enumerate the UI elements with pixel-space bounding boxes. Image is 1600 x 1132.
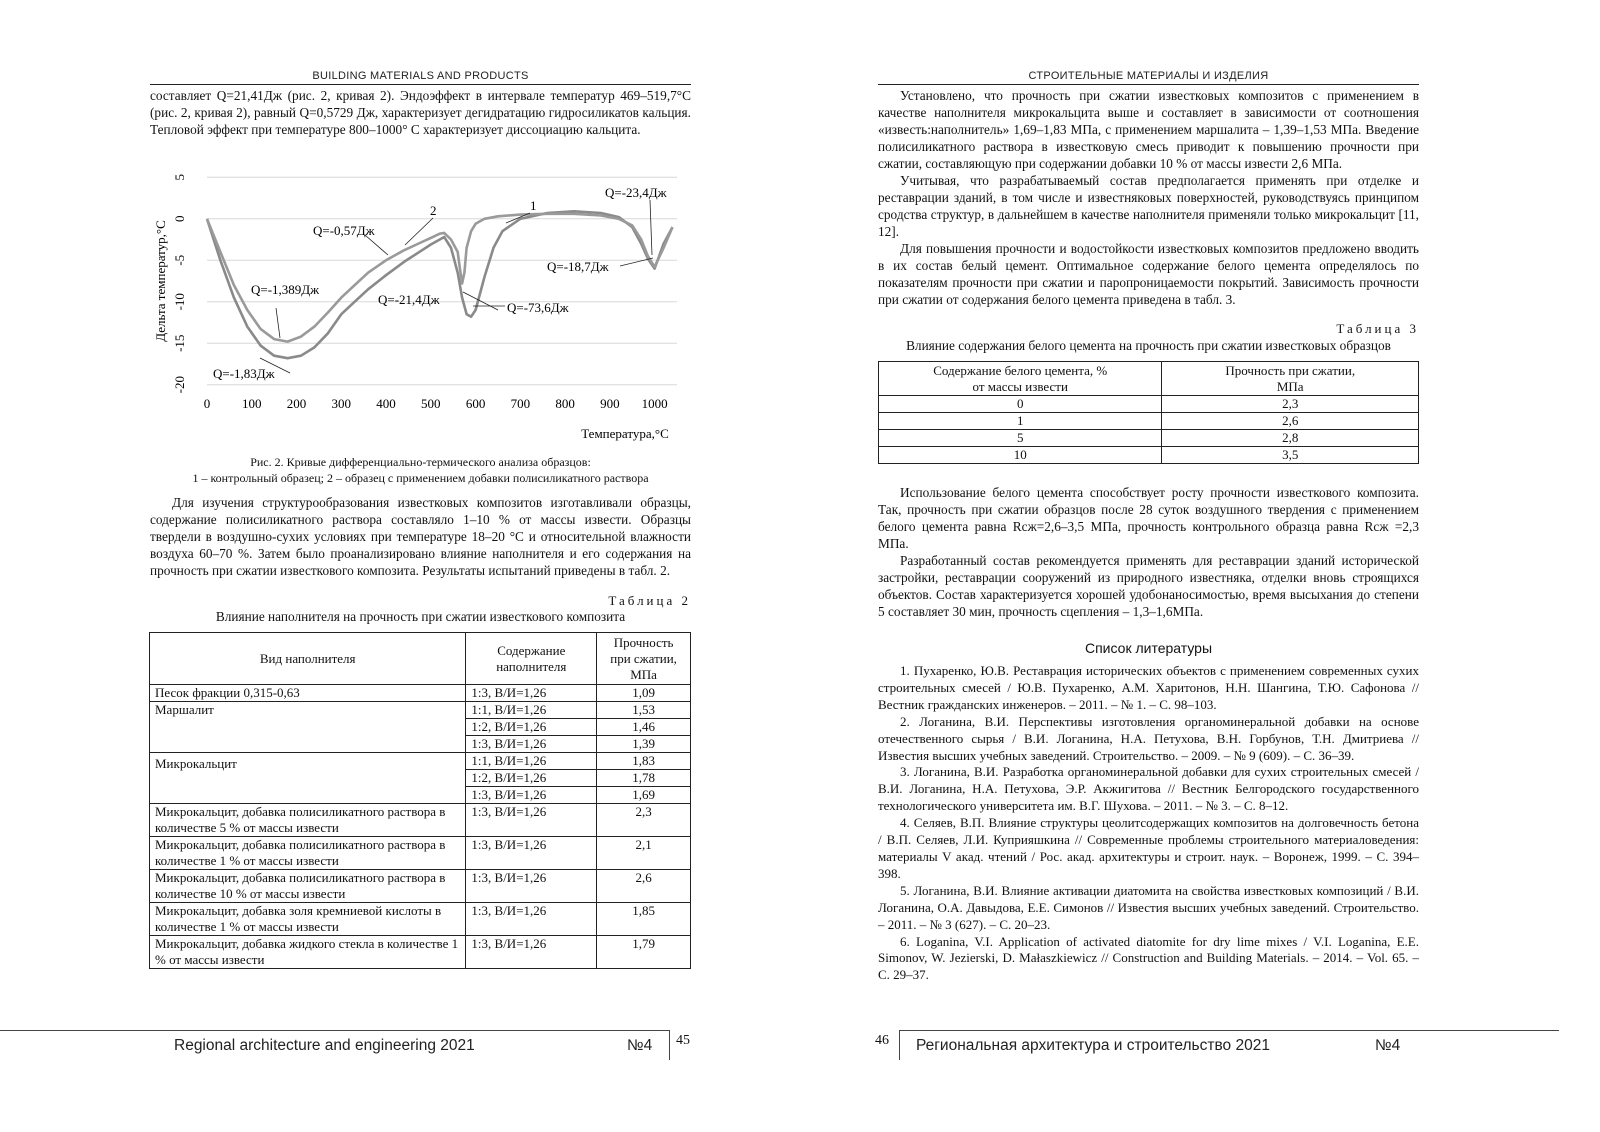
table-row: [150, 936, 691, 969]
x-tick-label: 800: [555, 396, 575, 411]
footer-journal-right: Региональная архитектура и строительство 2021: [916, 1037, 1270, 1054]
table-cell: 5: [879, 430, 1162, 447]
table-cell: 1:3, В/И=1,26: [466, 736, 597, 753]
table-cell: 1,69: [597, 787, 691, 804]
table-cell: 1,39: [597, 736, 691, 753]
right-paragraph-5: Разработанный состав рекомендуется применять для реставрации зданий исторической застройки, реставрации сооружений из природного известняка, отделки вновь строящихся объектов. Состав характеризуется хорошей удобонаносимостью, время высыхания до степени 5 составляет 30 мин, прочность сцепления – 1,3–1,6МПа.: [878, 553, 1419, 619]
annotation-q-73-6: Q=-73,6Дж: [507, 300, 569, 315]
annotation-q-21-4: Q=-21,4Дж: [378, 292, 440, 307]
paragraph-2-block: [150, 494, 691, 579]
table-cell: 1,46: [597, 719, 691, 736]
x-tick-label: 0: [203, 396, 211, 411]
table-cell: Микрокальцит, добавка золя кремниевой кислоты в количестве 1 % от массы извести: [150, 903, 466, 936]
table-row: [150, 702, 691, 719]
table-cell: 10: [879, 447, 1162, 464]
annotation-q-0-57: Q=-0,57Дж: [313, 223, 375, 238]
y-tick-label: -5: [172, 254, 187, 266]
annotation-q-18-7: Q=-18,7Дж: [547, 259, 609, 274]
table-cell: 1,09: [597, 685, 691, 702]
annotation-q-1-83: Q=-1,83Дж: [213, 366, 275, 381]
table2-header-type: Вид наполнителя: [150, 633, 466, 685]
table-cell: 0: [879, 396, 1162, 413]
reference-item: 1. Пухаренко, Ю.В. Реставрация исторических объектов с применением современных сухих строительных смесей / Ю.В. Пухаренко, А.М. Харитонов, Н.Н. Шангина, Т.Ю. Сафонова // Вестник гражданских инженеров. – 2011. – № 1. – С. 98–103.: [878, 663, 1419, 712]
table-row: [150, 753, 691, 770]
table-cell: 1:3, В/И=1,26: [466, 804, 597, 837]
footer-issue-left: №4: [627, 1037, 653, 1054]
curve-label-1: 1: [530, 198, 537, 213]
table-cell: 1:3, В/И=1,26: [466, 685, 597, 702]
table-cell: 1:3, В/И=1,26: [466, 837, 597, 870]
table-cell: Микрокальцит, добавка полисиликатного раствора в количестве 10 % от массы извести: [150, 870, 466, 903]
table3: [878, 361, 1419, 464]
table-cell: Песок фракции 0,315-0,63: [150, 685, 466, 702]
x-tick-label: 300: [331, 396, 352, 411]
table2-header-content: Содержание наполнителя: [466, 633, 597, 685]
footer-rule-left: [0, 1030, 669, 1031]
table-cell: 1:1, В/И=1,26: [466, 702, 597, 719]
table-row: [150, 870, 691, 903]
table3-header-row: [879, 362, 1419, 396]
header-rule-left: [150, 84, 691, 85]
table2: [149, 632, 691, 969]
table-cell: Микрокальцит, добавка жидкого стекла в количестве 1 % от массы извести: [150, 936, 466, 969]
right-paragraph-4: Использование белого цемента способствует росту прочности известкового композита. Так, прочность при сжатии образцов после 28 суток воздушного твердения с применением белого цемента равна Rсж=2,6–3,5 МПа, прочность контрольного образца равна Rсж =2,3 МПа.: [878, 485, 1419, 551]
table-row: [150, 685, 691, 702]
intro-paragraph: составляет Q=21,41Дж (рис. 2, кривая 2). Эндоэффект в интервале температур 469–519,7°С (рис. 2, кривая 2), равный Q=0,5729 Дж, характеризует дегидратацию гидросиликатов кальция. Тепловой эффект при температуре 800–1000° С характеризует диссоциацию кальцита.: [150, 88, 691, 137]
table-cell: 3,5: [1162, 447, 1419, 464]
x-tick-label: 200: [286, 396, 307, 411]
figure-caption-line1: Рис. 2. Кривые дифференциально-термического анализа образцов:: [250, 455, 591, 469]
reference-item: 5. Логанина, В.И. Влияние активации диатомита на свойства известковых композиций / В.И. Логанина, О.А. Давыдова, Е.Е. Симонов // Известия высших учебных заведений. Строительство. – 2011. – № 3 (627). – С. 20–23.: [878, 882, 1419, 932]
table-row: [150, 903, 691, 936]
right-paragraph-3: Для повышения прочности и водостойкости известковых композитов предложено вводить в их состав белый цемент. Оптимальное содержание белого цемента определялось по показателям прочности при сжатии и паропроницаемости покрытий. Зависимость прочности при сжатии от содержания белого цемента приведена в табл. 3.: [878, 241, 1419, 307]
dta-chart: [150, 163, 685, 453]
page-number-divider-right: [899, 1030, 900, 1060]
x-axis-label: Температура,°С: [581, 426, 669, 441]
y-axis-label: Дельта температур,°С: [153, 220, 168, 342]
right-paragraph-2: Учитывая, что разрабатываемый состав предполагается применять при отделке и реставрации зданий, в том числе и известняковых поверхностей, руководствуясь принципом сродства структур, в дальнейшем в качестве наполнителя применяли только микрокальцит [11, 12].: [878, 173, 1419, 239]
x-tick-label: 400: [376, 396, 396, 411]
table-cell: 1:3, В/И=1,26: [466, 870, 597, 903]
table-cell: 1,83: [597, 753, 691, 770]
y-tick-label: 5: [172, 174, 187, 181]
table3-header-strength: Прочность при сжатии, МПа: [1162, 362, 1419, 396]
table-cell: 1,79: [597, 936, 691, 969]
table2-header-row: [150, 633, 691, 685]
right-paragraph-1: Установлено, что прочность при сжатии известковых композитов с применением в качестве наполнителя микрокальцита выше и составляет в зависимости от соотношения «известь:наполнитель» 1,69–1,83 МПа, с применением маршалита – 1,39–1,53 МПа. Введение полисиликатного раствора в известковую смесь приводит к повышению прочности при сжатии, составляющую при содержании добавки 10 % от массы извести 2,6 МПа.: [878, 88, 1419, 171]
table-cell: Микрокальцит: [150, 753, 466, 804]
y-tick-label: -20: [172, 376, 187, 394]
references-list: [878, 663, 1419, 984]
footer-journal-left: Regional architecture and engineering 2021: [174, 1037, 475, 1054]
page-number-divider-left: [669, 1030, 670, 1060]
annotation-q-1-389: Q=-1,389Дж: [251, 282, 320, 297]
paragraph-2: Для изучения структурообразования известковых композитов изготавливали образцы, содержание полисиликатного раствора составляло 1–10 % от массы извести. Образцы твердели в воздушно-сухих условиях при температуре 18–20 °С и относительной влажности воздуха 60–70 %. Затем было проанализировано влияние наполнителя и его содержания на прочность при сжатии известкового композита. Результаты испытаний приведены в табл. 2.: [150, 495, 691, 578]
table-cell: 1:1, В/И=1,26: [466, 753, 597, 770]
x-tick-label: 1000: [641, 396, 668, 411]
annotation-q-23-4: Q=-23,4Дж: [605, 185, 667, 200]
table-row: [879, 396, 1419, 413]
y-tick-label: -10: [172, 293, 187, 311]
table-row: [879, 413, 1419, 430]
table-cell: 1:2, В/И=1,26: [466, 719, 597, 736]
reference-item: 4. Селяев, В.П. Влияние структуры цеолитсодержащих композитов на долговечность бетона / В.П. Селяев, Л.И. Куприяшкина // Современные проблемы строительного материаловедения: материалы V акад. чтений / Рос. акад. архитектуры и строит. наук. – Воронеж, 1999. – С. 394–398.: [878, 815, 1419, 881]
x-tick-label: 700: [510, 396, 531, 411]
right-paragraphs-top: [878, 87, 1419, 308]
table-cell: 2,8: [1162, 430, 1419, 447]
table-cell: 1:3, В/И=1,26: [466, 936, 597, 969]
table-cell: 1:3, В/И=1,26: [466, 787, 597, 804]
x-tick-label: 600: [465, 396, 486, 411]
table-cell: 1: [879, 413, 1162, 430]
table-cell: 1,85: [597, 903, 691, 936]
table2-header-strength: Прочность при сжатии, МПа: [597, 633, 691, 685]
x-tick-label: 900: [600, 396, 620, 411]
reference-item: 6. Loganina, V.I. Application of activated diatomite for dry lime mixes / V.I. Loganina, E.E. Simonov, W. Jezierski, D. Małaszkiewicz // Construction and Building Materials. – 2014. – Vol. 65. – С. 29–37.: [878, 933, 1419, 983]
curve-label-2: 2: [430, 203, 437, 218]
table-cell: Микрокальцит, добавка полисиликатного раствора в количестве 1 % от массы извести: [150, 837, 466, 870]
table3-title: Влияние содержания белого цемента на прочность при сжатии известковых образцов: [906, 338, 1391, 353]
footer-rule-right: [899, 1030, 1559, 1031]
page-number-left: 45: [676, 1033, 690, 1048]
reference-item: 3. Логанина, В.И. Разработка органоминеральной добавки для сухих строительных смесей / В.И. Логанина, Н.А. Петухова, Э.Р. Акжигитова // Вестник Белгородского государственного технологического университета им. В.Г. Шухова. – 2011. – № 3. – С. 8–12.: [878, 764, 1419, 814]
right-paragraphs-middle: [878, 484, 1419, 620]
table-cell: Маршалит: [150, 702, 466, 753]
y-tick-label: -15: [172, 334, 187, 352]
table-cell: 2,3: [1162, 396, 1419, 413]
running-head-left: BUILDING MATERIALS AND PRODUCTS: [312, 70, 529, 82]
table2-label: Таблица 2: [608, 593, 691, 608]
reference-item: 2. Логанина, В.И. Перспективы изготовления органоминеральной добавки на основе отечественного сырья / В.И. Логанина, Н.А. Петухова, В.Н. Горбунов, Т.Н. Дмитриева // Известия высших учебных заведений. Строительство. – 2009. – № 9 (609). – С. 36–39.: [878, 713, 1419, 763]
x-tick-label: 100: [242, 396, 262, 411]
table-cell: 2,3: [597, 804, 691, 837]
table-row: [879, 447, 1419, 464]
y-tick-label: 0: [172, 215, 187, 223]
table-cell: 2,6: [1162, 413, 1419, 430]
x-tick-label: 500: [421, 396, 441, 411]
figure-caption-line2: 1 – контрольный образец; 2 – образец с применением добавки полисиликатного раствора: [192, 471, 649, 485]
table-cell: 1:2, В/И=1,26: [466, 770, 597, 787]
table-cell: Микрокальцит, добавка полисиликатного раствора в количестве 5 % от массы извести: [150, 804, 466, 837]
running-head-right: СТРОИТЕЛЬНЫЕ МАТЕРИАЛЫ И ИЗДЕЛИЯ: [1028, 70, 1269, 82]
table-cell: 1,78: [597, 770, 691, 787]
table3-label: Таблица 3: [1336, 321, 1419, 336]
table-row: [150, 837, 691, 870]
references-title: Список литературы: [1084, 640, 1213, 656]
table-cell: 2,6: [597, 870, 691, 903]
table3-header-content: Содержание белого цемента, % от массы извести: [879, 362, 1162, 396]
intro-paragraph-block: [150, 87, 691, 138]
header-rule-right: [878, 84, 1419, 85]
right-page: [800, 0, 1600, 1132]
table-cell: 2,1: [597, 837, 691, 870]
table-row: [150, 804, 691, 837]
table-cell: 1:3, В/И=1,26: [466, 903, 597, 936]
table2-title: Влияние наполнителя на прочность при сжатии известкового композита: [215, 609, 626, 624]
page-number-right: 46: [875, 1033, 889, 1048]
figure-caption: [150, 454, 691, 486]
table-row: [879, 430, 1419, 447]
table-cell: 1,53: [597, 702, 691, 719]
footer-issue-right: №4: [1375, 1037, 1401, 1054]
